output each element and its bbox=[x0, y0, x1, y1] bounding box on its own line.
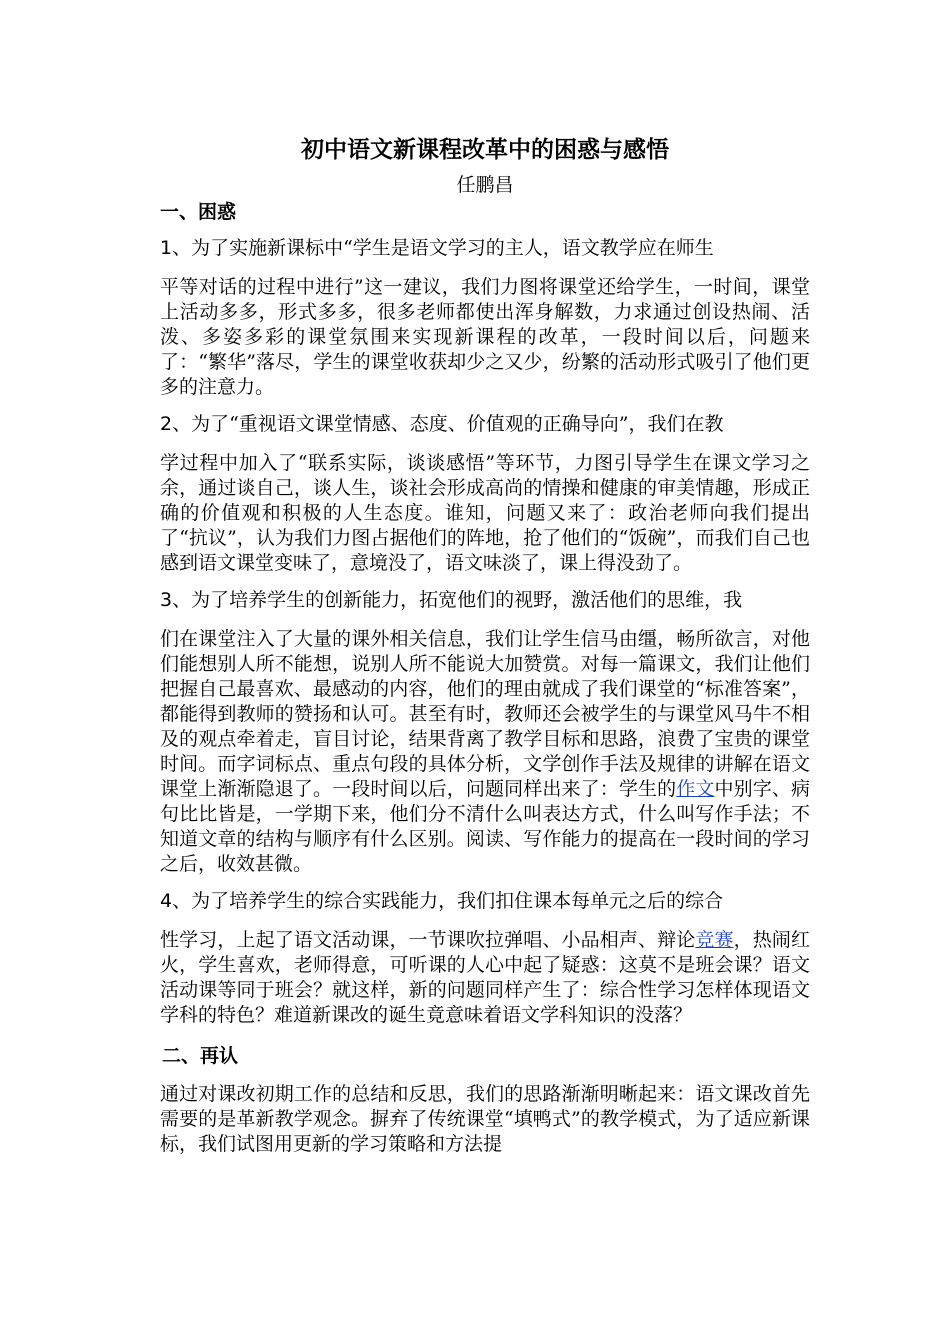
paragraph-2-first-text: 、为了“重视语文课堂情感、态度、价值观的正确导向”，我们在教 bbox=[172, 413, 724, 435]
essay-link[interactable]: 作文 bbox=[676, 778, 715, 800]
paragraph-4-first-text: 、为了培养学生的综合实践能力，我们扣住课本每单元之后的综合 bbox=[172, 890, 724, 912]
paragraph-3 bbox=[160, 588, 810, 877]
paragraph-2-first-line bbox=[160, 412, 810, 437]
paragraph-1-first-text: 、为了实施新课标中“学生是语文学习的主人，语文教学应在师生 bbox=[172, 237, 714, 259]
document-title: 初中语文新课程改革中的困惑与感悟 bbox=[301, 136, 669, 163]
competition-link[interactable]: 竞赛 bbox=[695, 929, 734, 951]
paragraph-2 bbox=[160, 412, 810, 576]
paragraph-1-number: 1 bbox=[160, 237, 173, 259]
paragraph-4 bbox=[160, 889, 810, 1028]
section-heading-confusion: 一、困惑 bbox=[160, 201, 237, 223]
paragraph-4-body-after-link: ，热闹红火，学生喜欢，老师得意，可听课的人心中起了疑惑：这莫不是班会课？语文活动课等同于班会？就这样，新的问题同样产生了：综合性学习怎样体现语文学科的特色？难道新课改的诞生竟意味着语文学科知识的没落？ bbox=[160, 929, 810, 1026]
paragraph-1-first-line bbox=[160, 236, 810, 261]
paragraph-3-body-after-link: 中别字、病句比比皆是，一学期下来，他们分不清什么叫表达方式，什么叫写作手法；不知道文章的结构与顺序有什么区别。阅读、写作能力的提高在一段时间的学习之后，收效甚微。 bbox=[160, 778, 810, 875]
paragraph-3-first-line bbox=[160, 588, 810, 613]
paragraph-2-number: 2 bbox=[160, 413, 173, 435]
document-author: 任鹏昌 bbox=[456, 174, 514, 196]
paragraph-3-body-before-link: 们在课堂注入了大量的课外相关信息，我们让学生信马由缰，畅所欲言，对他们能想别人所不能想，说别人所不能说大加赞赏。对每一篇课文，我们让他们把握自己最喜欢、最感动的内容，他们的理由就成了我们课堂的“标准答案”，都能得到教师的赞扬和认可。甚至有时，教师还会被学生的与课堂风马牛不相及的观点牵着走，盲目讨论，结果背离了教学目标和思路，浪费了宝贵的课堂时间。而字词标点、重点句段的具体分析，文学创作手法及规律的讲解在语文课堂上渐渐隐退了。一段时间以后，问题同样出来了：学生的 bbox=[160, 628, 810, 800]
paragraph-1 bbox=[160, 236, 810, 400]
paragraph-5: 通过对课改初期工作的总结和反思，我们的思路渐渐明晰起来：语文课改首先需要的是革新教学观念。摒弃了传统课堂“填鸭式”的教学模式，为了适应新课标，我们试图用更新的学习策略和方法提 bbox=[160, 1083, 810, 1155]
paragraph-2-body: 学过程中加入了“联系实际，谈谈感悟”等环节，力图引导学生在课文学习之余，通过谈自己，谈人生，谈社会形成高尚的情操和健康的审美情趣，形成正确的价值观和积极的人生态度。谁知，问题又来了：政治老师向我们提出了“抗议”，认为我们力图占据他们的阵地，抢了他们的“饭碗”，而我们自己也感到语文课堂变味了，意境没了，语文味淡了，课上得没劲了。 bbox=[160, 452, 810, 574]
paragraph-4-number: 4 bbox=[160, 890, 173, 912]
paragraph-4-body-before-link: 性学习，上起了语文活动课，一节课吹拉弹唱、小品相声、辩论 bbox=[160, 929, 696, 951]
paragraph-4-body bbox=[160, 928, 810, 1028]
paragraph-4-first-line bbox=[160, 889, 810, 914]
section-heading-reconsider: 二、再认 bbox=[162, 1045, 239, 1067]
document-page bbox=[160, 134, 810, 1157]
paragraph-3-body bbox=[160, 627, 810, 877]
paragraph-1-body: 平等对话的过程中进行”这一建议，我们力图将课堂还给学生，一时间，课堂上活动多多，形式多多，很多老师都使出浑身解数，力求通过创设热闹、活泼、多姿多彩的课堂氛围来实现新课程的改革，一段时间以后，问题来了：“繁华”落尽，学生的课堂收获却少之又少，纷繁的活动形式吸引了他们更多的注意力。 bbox=[160, 276, 810, 398]
paragraph-3-number: 3 bbox=[160, 589, 173, 611]
paragraph-3-first-text: 、为了培养学生的创新能力，拓宽他们的视野，激活他们的思维，我 bbox=[172, 589, 743, 611]
